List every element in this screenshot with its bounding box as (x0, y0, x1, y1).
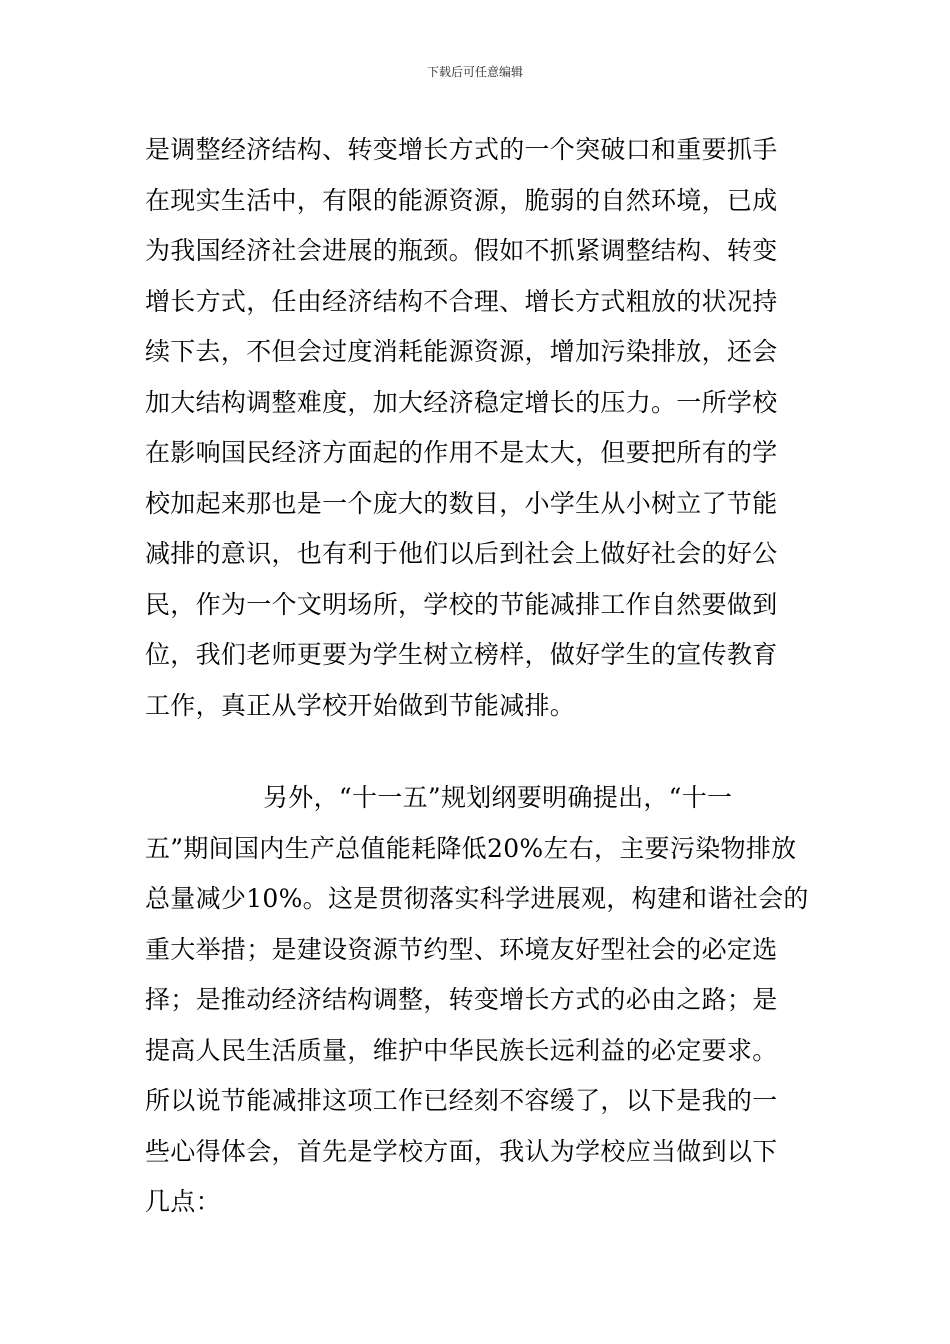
paragraph-line: 五”期间国内生产总值能耗降低20%左右，主要污染物排放 (145, 833, 797, 863)
paragraph-line: 所以说节能减排这项工作已经刻不容缓了，以下是我的一 (145, 1086, 778, 1115)
paragraph-line: 续下去，不但会过度消耗能源资源，增加污染排放，还会 (145, 337, 778, 366)
paragraph-line: 总量减少10%。这是贯彻落实科学进展观，构建和谐社会的 (145, 884, 809, 913)
paragraph-line: 在现实生活中，有限的能源资源，脆弱的自然环境，已成 (145, 185, 778, 215)
paragraph-line: 提高人民生活质量，维护中华民族长远利益的必定要求。 (145, 1035, 778, 1065)
paragraph-line: 几点： (145, 1187, 221, 1216)
paragraph-1 (145, 125, 810, 731)
paragraph-line: 为我国经济社会进展的瓶颈。假如不抓紧调整结构、转变 (145, 236, 778, 265)
page-header: 下载后可任意编辑 (426, 65, 523, 79)
paragraph-line: 加大结构调整难度，加大经济稳定增长的压力。一所学校 (145, 387, 778, 417)
paragraph-2 (145, 773, 810, 1228)
paragraph-line: 位，我们老师更要为学生树立榜样，做好学生的宣传教育 (145, 640, 778, 669)
paragraph-line: 民，作为一个文明场所，学校的节能减排工作自然要做到 (145, 589, 778, 619)
paragraph-line: 校加起来那也是一个庞大的数目，小学生从小树立了节能 (145, 488, 778, 518)
paragraph-line: 工作，真正从学校开始做到节能减排。 (145, 690, 576, 720)
paragraph-line-indented: 另外，“十一五”规划纲要明确提出，“十一 (263, 783, 733, 812)
paragraph-line: 减排的意识，也有利于他们以后到社会上做好社会的好公 (145, 539, 778, 568)
paragraph-line: 增长方式，任由经济结构不合理、增长方式粗放的状况持 (145, 286, 778, 316)
paragraph-line: 是调整经济结构、转变增长方式的一个突破口和重要抓手 (145, 135, 778, 164)
paragraph-line: 些心得体会，首先是学校方面，我认为学校应当做到以下 (145, 1136, 778, 1166)
paragraph-line: 择；是推动经济结构调整，转变增长方式的必由之路；是 (145, 985, 778, 1014)
paragraph-line: 重大举措；是建设资源节约型、环境友好型社会的必定选 (145, 934, 778, 964)
paragraph-line: 在影响国民经济方面起的作用不是太大，但要把所有的学 (145, 438, 778, 467)
